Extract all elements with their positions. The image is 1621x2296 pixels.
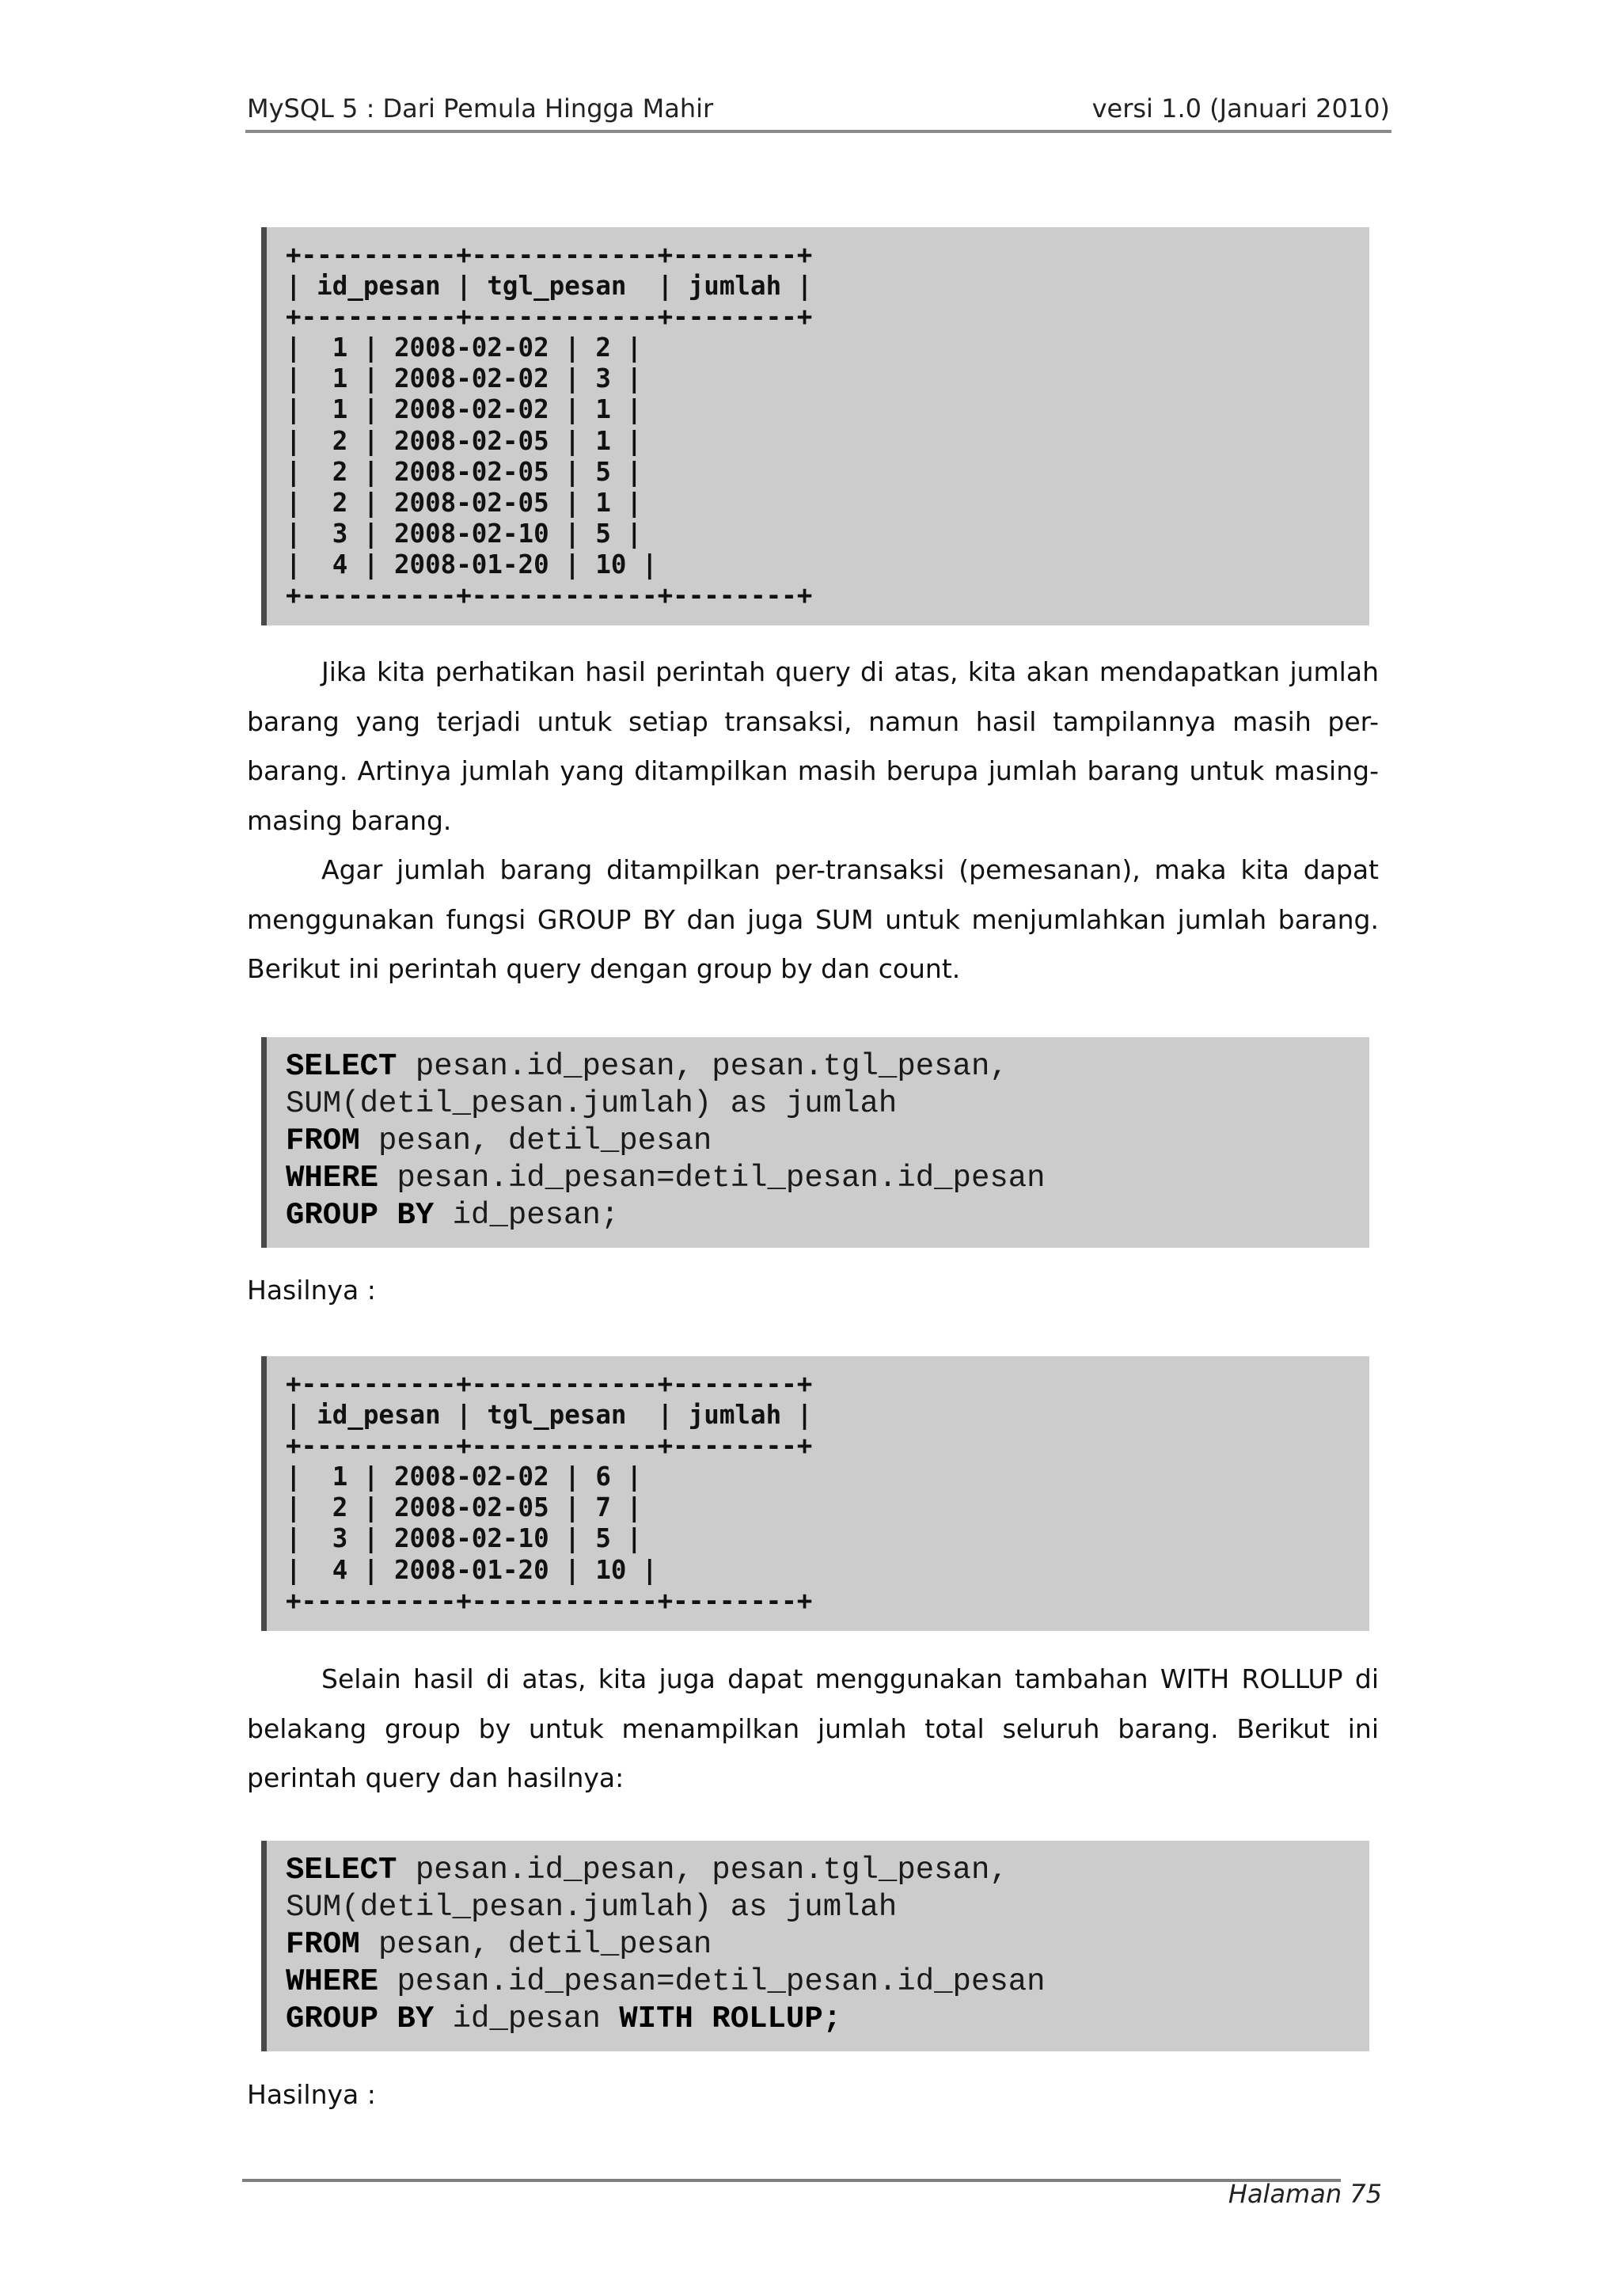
code-line: [286, 1048, 1369, 1085]
result-line: +----------+------------+--------+: [286, 1585, 813, 1616]
result-line: | 1 | 2008-02-02 | 1 |: [286, 394, 643, 425]
result-line: | id_pesan | tgl_pesan | jumlah |: [286, 271, 813, 302]
result-table-2: [261, 1356, 1369, 1631]
sql-keyword: WHERE: [286, 1161, 379, 1196]
code-line: [286, 1160, 1369, 1197]
code-line: SUM(detil_pesan.jumlah) as jumlah: [286, 1086, 898, 1121]
sql-keyword: SELECT: [286, 1853, 397, 1887]
footer-rule: [242, 2179, 1341, 2182]
page-number: Halaman 75: [1228, 2179, 1382, 2209]
result-line: | 1 | 2008-02-02 | 2 |: [286, 333, 643, 363]
paragraph: Jika kita perhatikan hasil perintah query di atas, kita akan mendapatkan jumlah barang yang terjadi untuk setiap transaksi, namun hasil tampilannya masih per-barang. Artinya jumlah yang ditampilkan masih berupa jumlah barang untuk masing-masing barang.: [247, 656, 1379, 836]
code-text: pesan, detil_pesan: [359, 1123, 712, 1158]
result-label: Hasilnya :: [247, 1275, 376, 1306]
version-label: versi 1.0 (Januari 2010): [1091, 93, 1390, 124]
code-line: SUM(detil_pesan.jumlah) as jumlah: [286, 1890, 898, 1925]
result-line: | 4 | 2008-01-20 | 10 |: [286, 1554, 658, 1585]
sql-keyword: WITH ROLLUP;: [619, 2001, 842, 2036]
book-title: MySQL 5 : Dari Pemula Hingga Mahir: [247, 93, 714, 124]
result-line: | 4 | 2008-01-20 | 10 |: [286, 549, 658, 580]
code-line: [286, 2001, 1369, 2038]
result-line: | 2 | 2008-02-05 | 1 |: [286, 425, 643, 456]
result-line: +----------+------------+--------+: [286, 580, 813, 611]
paragraph: Agar jumlah barang ditampilkan per-transaksi (pemesanan), maka kita dapat menggunakan fungsi GROUP BY dan juga SUM untuk menjumlahkan jumlah barang. Berikut ini perintah query dengan group by dan count.: [247, 854, 1379, 984]
code-line: [286, 1926, 1369, 1963]
result-line: | 1 | 2008-02-02 | 3 |: [286, 363, 643, 394]
code-text: pesan.id_pesan=detil_pesan.id_pesan: [378, 1964, 1046, 1999]
header-rule: [245, 130, 1391, 133]
result-line: | 2 | 2008-02-05 | 5 |: [286, 456, 643, 487]
sql-keyword: SELECT: [286, 1049, 397, 1084]
result-line: | 3 | 2008-02-10 | 5 |: [286, 518, 643, 549]
paragraph: Selain hasil di atas, kita juga dapat menggunakan tambahan WITH ROLLUP di belakang group by untuk menampilkan jumlah total seluruh barang. Berikut ini perintah query dan hasilnya:: [247, 1663, 1379, 1793]
result-line: +----------+------------+--------+: [286, 240, 813, 270]
result-label: Hasilnya :: [247, 2079, 376, 2110]
result-line: +----------+------------+--------+: [286, 1369, 813, 1399]
result-line: +----------+------------+--------+: [286, 302, 813, 333]
result-line: +----------+------------+--------+: [286, 1431, 813, 1462]
sql-keyword: FROM: [286, 1927, 360, 1962]
code-text: pesan.id_pesan=detil_pesan.id_pesan: [378, 1161, 1046, 1196]
result-line: | 3 | 2008-02-10 | 5 |: [286, 1523, 643, 1554]
result-line: | 2 | 2008-02-05 | 7 |: [286, 1492, 643, 1523]
code-line: [286, 1852, 1369, 1889]
sql-keyword: GROUP BY: [286, 2001, 435, 2036]
sql-keyword: WHERE: [286, 1964, 379, 1999]
sql-code-block-1: [261, 1037, 1369, 1248]
result-line: | 1 | 2008-02-02 | 6 |: [286, 1462, 643, 1492]
code-line: [286, 1963, 1369, 2001]
code-text: pesan.id_pesan, pesan.tgl_pesan,: [397, 1853, 1008, 1887]
sql-keyword: GROUP BY: [286, 1198, 435, 1233]
code-text: pesan, detil_pesan: [359, 1927, 712, 1962]
code-line: [286, 1197, 1369, 1234]
sql-keyword: FROM: [286, 1123, 360, 1158]
result-line: | 2 | 2008-02-05 | 1 |: [286, 487, 643, 518]
result-line: | id_pesan | tgl_pesan | jumlah |: [286, 1400, 813, 1431]
result-table-1: [261, 227, 1369, 625]
code-text: pesan.id_pesan, pesan.tgl_pesan,: [397, 1049, 1008, 1084]
sql-code-block-2: [261, 1841, 1369, 2051]
code-line: [286, 1123, 1369, 1160]
code-text: id_pesan: [434, 2001, 620, 2036]
code-text: id_pesan;: [434, 1198, 620, 1233]
